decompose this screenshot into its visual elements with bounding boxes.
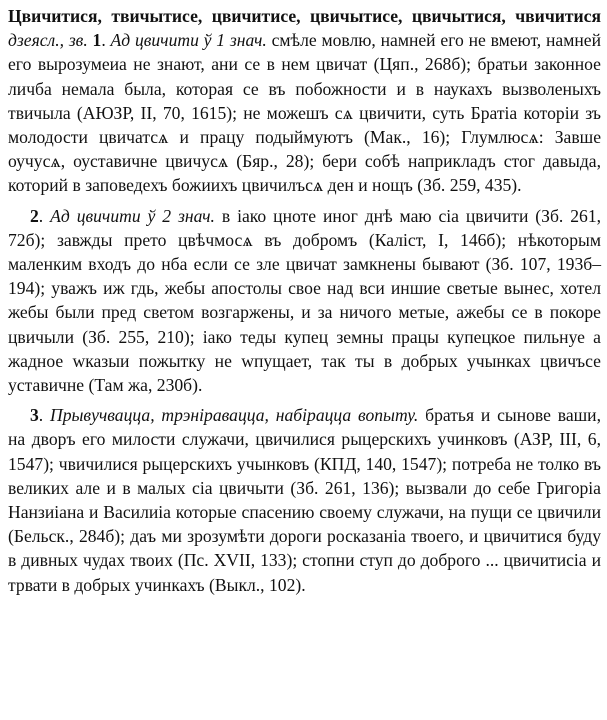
sense-1-definition: Ад цвичити ў 1 знач. bbox=[110, 30, 267, 51]
entry-first-paragraph: Цвичитися, твичытисе, цвичитисе, цвичытисе, цвичытися, чвичитися дзеясл., зв. 1. Ад цвичити ў 1 знач. смѣле мовлю, намней его не вмеют, намней его вырозумеиа не знают, ани се в нем цвичат (Цяп., 268б); братьи законное личба немала была, которая се въ побожности и в наукахъ вызволеныхъ твичыла (АЮЗР, II, 70, 1615); не можешъ сѧ цвичити, суть Братіа которіи зъ молодости цвичатсѧ и працу подыймуютъ (Мак., 16); Глумлюсѧ: Завше оучусѧ, оуставичне цвичусѧ (Бяр., 28); бери собѣ наприкладъ стог давыда, которий в заповедехъ божиихъ цвичилъсѧ ден и нощъ (Зб. 259, 435). bbox=[8, 6, 601, 196]
sense-3-definition: Прывучвацца, трэніравацца, набірацца вопыту. bbox=[50, 405, 419, 426]
sense-number-2: 2 bbox=[30, 205, 39, 226]
sense-number-1: 1 bbox=[92, 30, 102, 51]
grammar-label: дзеясл., зв. bbox=[8, 30, 93, 51]
sense-2-paragraph: 2. Ад цвичити ў 2 знач. в іако цноте иног днѣ маю сіа цвичити (Зб. 261, 72б); завжды прето цвѣчмосѧ въ добромъ (Каліст, I, 146б); нѣкоторым маленким входъ до нба если се зле цвичат замкнены бывают (Зб. 107, 193б–194); уважъ иж гдь, жебы апостолы свое над вси иншие светые вынес, хотел жебы были пред светом возгаржены, и за ничого метые, ажебы се в покоре цвичыли (Зб. 255, 210); іако теды купец земны працы купецкое пильнуе а жадное wказыи пожытку не wпущает, так ты в добрых учынках цвичъсе уставичне (Там жа, 230б). bbox=[8, 205, 602, 396]
sense-number-3: 3 bbox=[30, 405, 39, 426]
sense-2-text: в іако цноте иног днѣ маю сіа цвичити (Зб. 261, 72б); завжды прето цвѣчмосѧ въ добромъ (Каліст, I, 146б); нѣкоторым маленким входъ до нба если се зле цвичат замкнены бывают (Зб. 107, 193б–194); уважъ иж гдь, жебы апостолы свое над вси иншие светые вынес, хотел жебы были пред светом возгаржены, и за ничого метые, ажебы се в покоре цвичыли (Зб. 255, 210); іако теды купец земны працы купецкое пильнуе а жадное wказыи пожытку не wпущает, так ты в добрых учынках цвичъсе уставичне (Там жа, 230б). bbox=[8, 205, 602, 396]
sense-1-text: смѣле мовлю, намней его не вмеют, намней его вырозумеиа не знают, ани се в нем цвичат (Цяп., 268б); братьи законное личба немала была, которая се въ побожности и в наукахъ вызволеныхъ твичыла (АЮЗР, II, 70, 1615); не можешъ сѧ цвичити, суть Братіа которіи зъ молодости цвичатсѧ и працу подыймуютъ (Мак., 16); Глумлюсѧ: Завше оучусѧ, оуставичне цвичусѧ (Бяр., 28); бери собѣ наприкладъ стог давыда, которий в заповедехъ божиихъ цвичилъсѧ ден и нощъ (Зб. 259, 435). bbox=[8, 30, 601, 196]
sense-2-definition: Ад цвичити ў 2 знач. bbox=[50, 205, 215, 226]
sense-3-text: братья и сынове ваши, на дворъ его милости служачи, цвичилися рыцерскихъ учинковъ (АЗР, III, 6, 1547); чвичилися рыцерскихъ учынковъ (КПД, 140, 1547); потреба не толко въ великих але и в малых сіа цвичыти (Зб. 261, 136); вызвали до себе Григоріа Нанзиіана и Василиіа которые спасению своему служачи, на пущи се цвичили (Бельск., 284б); даъ ми зрозумѣти дороги росказаніа твоего, и цвичитися буду в дивных чудах твоих (Пс. XVII, 133); стопни ступ до доброго ... цвичитисіа и трвати в добрых учинкахъ (Выкл., 102). bbox=[8, 405, 601, 595]
sense-3-paragraph: 3. Прывучвацца, трэніравацца, набірацца вопыту. братья и сынове ваши, на дворъ его милости служачи, цвичилися рыцерскихъ учинковъ (АЗР, III, 6, 1547); чвичилися рыцерскихъ учынковъ (КПД, 140, 1547); потреба не толко въ великих але и в малых сіа цвичыти (Зб. 261, 136); вызвали до себе Григоріа Нанзиіана и Василиіа которые спасению своему служачи, на пущи се цвичили (Бельск., 284б); даъ ми зрозумѣти дороги росказаніа твоего, и цвичитися буду в дивных чудах твоих (Пс. XVII, 133); стопни ступ до доброго ... цвичитисіа и трвати в добрых учинкахъ (Выкл., 102). bbox=[8, 405, 601, 595]
entry-headword: Цвичитися, твичытисе, цвичитисе, цвичытисе, цвичытися, чвичитися bbox=[8, 6, 601, 26]
